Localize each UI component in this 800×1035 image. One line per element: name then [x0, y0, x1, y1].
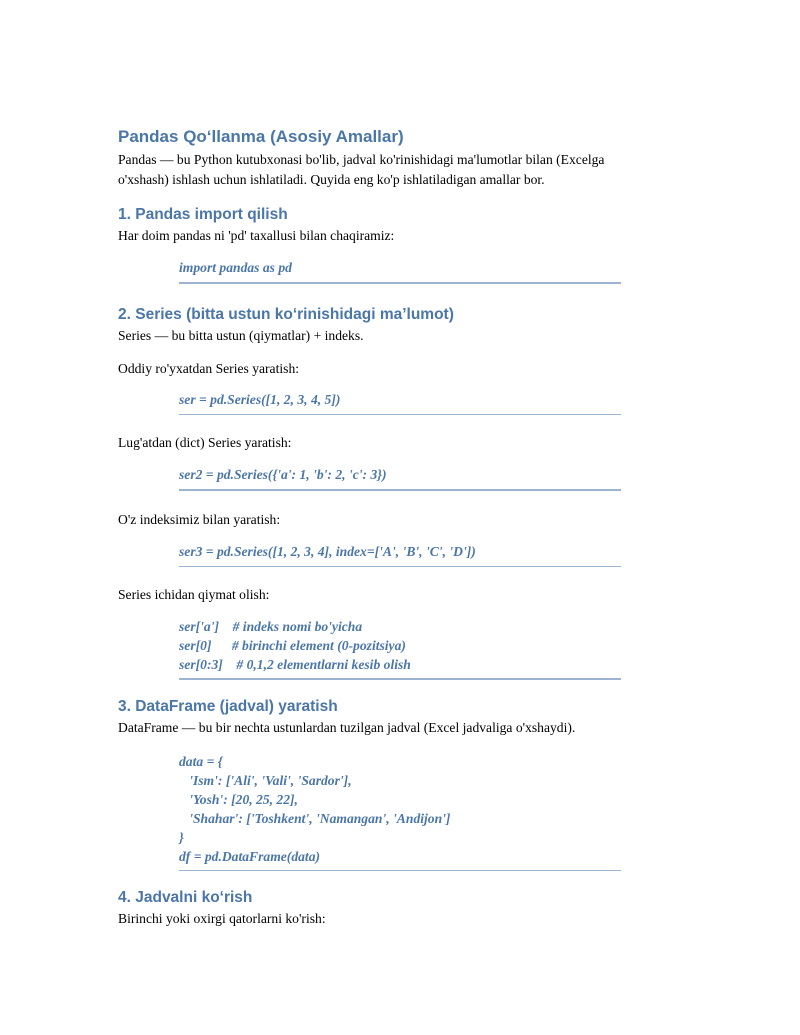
section-1-text: Har doim pandas ni 'pd' taxallusi bilan chaqiramiz:	[118, 228, 395, 243]
code-line: ser[0:3] # 0,1,2 elementlarni kesib olish	[179, 657, 411, 672]
series-list-text: Oddiy ro'yxatdan Series yaratish:	[118, 361, 300, 376]
code-block-series-index	[179, 542, 621, 567]
series-index-text: O'z indeksimiz bilan yaratish:	[118, 512, 281, 527]
section-4-text: Birinchi yoki oxirgi qatorlarni ko'rish:	[118, 911, 326, 926]
section-3-heading: 3. DataFrame (jadval) yaratish	[118, 698, 338, 715]
series-access-text: Series ichidan qiymat olish:	[118, 587, 270, 602]
code-block-dataframe	[179, 752, 621, 871]
page-title: Pandas Qo‘llanma (Asosiy Amallar)	[118, 127, 404, 146]
code-line: ser[0] # birinchi element (0-pozitsiya)	[179, 638, 406, 653]
section-2-text: Series — bu bitta ustun (qiymatlar) + indeks.	[118, 328, 364, 343]
code-block-series-dict	[179, 465, 621, 491]
code-line: }	[179, 830, 184, 845]
section-2-heading: 2. Series (bitta ustun ko‘rinishidagi ma’lumot)	[118, 306, 454, 323]
section-3-text: DataFrame — bu bir nechta ustunlardan tuzilgan jadval (Excel jadvaliga o'xshaydi).	[118, 720, 576, 735]
code-block-series-list	[179, 390, 621, 415]
section-4-heading: 4. Jadvalni ko‘rish	[118, 889, 253, 906]
code-line: 'Ism': ['Ali', 'Vali', 'Sardor'],	[179, 773, 352, 788]
code-block-import	[179, 258, 621, 284]
code-line: data = {	[179, 754, 223, 769]
code-line: ser = pd.Series([1, 2, 3, 4, 5])	[179, 392, 341, 407]
code-line: import pandas as pd	[179, 260, 292, 275]
series-dict-text: Lug'atdan (dict) Series yaratish:	[118, 435, 292, 450]
document-page	[118, 126, 678, 929]
code-line: 'Yosh': [20, 25, 22],	[179, 792, 298, 807]
intro-line-1: Pandas — bu Python kutubxonasi bo'lib, jadval ko'rinishidagi ma'lumotlar bilan (Excelga	[118, 152, 605, 167]
code-line: ser2 = pd.Series({'a': 1, 'b': 2, 'c': 3})	[179, 467, 387, 482]
code-block-series-access	[179, 617, 621, 680]
code-line: df = pd.DataFrame(data)	[179, 849, 321, 864]
code-line: 'Shahar': ['Toshkent', 'Namangan', 'Andijon']	[179, 811, 451, 826]
section-1-heading: 1. Pandas import qilish	[118, 206, 288, 223]
code-line: ser['a'] # indeks nomi bo'yicha	[179, 619, 363, 634]
intro-line-2: o'xshash) ishlash uchun ishlatiladi. Quyida eng ko'p ishlatiladigan amallar bor.	[118, 172, 545, 187]
code-line: ser3 = pd.Series([1, 2, 3, 4], index=['A', 'B', 'C', 'D'])	[179, 544, 476, 559]
